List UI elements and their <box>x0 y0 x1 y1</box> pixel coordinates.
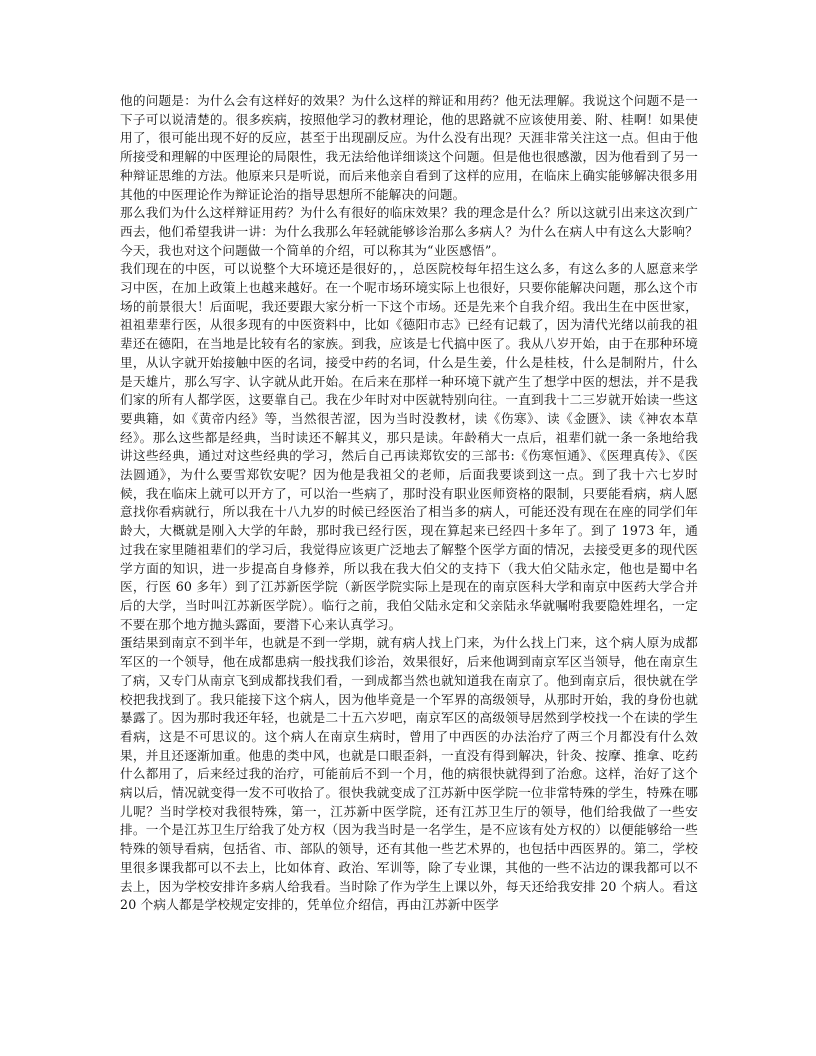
paragraph: 我们现在的中医，可以说整个大环境还是很好的，，总医院校每年招生这么多，有这么多的人愿意来学习中医，在加上政策上也越来越好。在一个呢市场环境实际上也很好，只要你能解决问题，那么这个市场的前景很大！后面呢，我还要跟大家分析一下这个市场。还是先来个自我介绍。我出生在中医世家，祖祖辈辈行医，从很多现有的中医资料中，比如《德阳市志》已经有记载了，因为清代光绪以前我的祖辈还在德阳，在当地是比较有名的家族。到我，应该是七代搞中医了。我从八岁开始，由于在那种环境里，从认字就开始接触中医的名词，接受中药的名词，什么是生姜，什么是桂枝，什么是制附片，什么是天雄片，那么写字、认字就从此开始。在后来在那样一种环境下就产生了想学中医的想法，并不是我们家的所有人都学医，这要靠自己。我在少年时对中医就特别向往。一直到我十二三岁就开始读一些这要典籍，如《黄帝内经》等，当然很苦涩，因为当时没教材，读《伤寒》、读《金匮》、读《神农本草经》。那么这些都是经典，当时读还不解其义，那只是读。年龄稍大一点后，祖辈们就一条一条地给我讲这些经典，通过对这些经典的学习，然后自己再读郑钦安的三部书:《伤寒恒通》、《医理真传》、《医法圆通》，为什么要雪郑钦安呢？因为他是我祖父的老师，后面我要谈到这一点。到了我十六七岁时候，我在临床上就可以开方了，可以治一些病了，那时没有职业医师资格的限制，只要能看病，病人愿意找你看病就行，所以我在十八九岁的时候已经医治了相当多的病人，可能还没有现在在座的同学们年龄大，大概就是刚入大学的年龄，那时我已经行医，现在算起来已经四十多年了。到了 1973 年，通过我在家里随祖辈们的学习后，我觉得应该更广泛地去了解整个医学方面的情况，去接受更多的现代医学方面的知识，进一步提高自身修养，所以我在我大伯父的支持下（我大伯父陆永定，他也是蜀中名医，行医 60 多年）到了江苏新医学院（新医学院实际上是现在的南京医科大学和南京中医药大学合并后的大学，当时叫江苏新医学院）。临行之前，我伯父陆永定和父亲陆永华就嘱咐我要隐姓埋名，一定不要在那个地方抛头露面，要潜下心来认真学习。 <box>120 261 698 632</box>
paragraph: 他的问题是：为什么会有这样好的效果？为什么这样的辩证和用药？他无法理解。我说这个问题不是一下子可以说清楚的。很多疾病，按照他学习的教材理论，他的思路就不应该使用姜、附、桂啊！如果使用了，很可能出现不好的反应，甚至于出现副反应。为什么没有出现？天涯非常关注这一点。但由于他所接受和理解的中医理论的局限性，我无法给他详细谈这个问题。但是他也很感激，因为他看到了另一种辩证思维的方法。他原来只是听说，而后来他亲自看到了这样的应用，在临床上确实能够解决很多用其他的中医理论作为辩证论治的指导思想所不能解决的问题。 <box>120 93 698 202</box>
body-text <box>120 92 698 915</box>
paragraph: 蛋结果到南京不到半年，也就是不到一学期，就有病人找上门来，为什么找上门来，这个病人原为成都军区的一个领导，他在成都患病一般找我们诊治，效果很好，后来他调到南京军区当领导，他在南京生了病，又专门从南京飞到成都找我们看，一到成都当然也就知道我在南京了。他到南京后，很快就在学校把我找到了。我只能接下这个病人，因为他毕竟是一个军界的高级领导，从那时开始，我的身份也就暴露了。因为那时我还年轻，也就是二十五六岁吧，南京军区的高级领导居然到学校找一个在读的学生看病，这是不可思议的。这个病人在南京生病时，曾用了中西医的办法治疗了两三个月都没有什么效果，并且还逐渐加重。他患的类中风，也就是口眼歪斜，一直没有得到解决，针灸、按摩、推拿、吃药什么都用了，后来经过我的治疗，可能前后不到一个月，他的病很快就得到了治愈。这样，治好了这个病以后，情况就变得一发不可收拾了。很快我就变成了江苏新中医学院一位非常特殊的学生，特殊在哪儿呢？当时学校对我很特殊，第一，江苏新中医学院，还有江苏卫生厅的领导，他们给我做了一些安排。一个是江苏卫生厅给我了处方权（因为我当时是一名学生，是不应该有处方权的）以便能够给一些特殊的领导看病，包括省、市、部队的领导，还有其他一些艺术界的，也包括中西医界的。第二，学校里很多课我都可以不去上，比如体育、政治、军训等，除了专业课，其他的一些不沾边的课我都可以不去上，因为学校安排许多病人给我看。当时除了作为学生上课以外，每天还给我安排 20 个病人。看这 20 个病人都是学校规定安排的，凭单位介绍信，再由江苏新中医学 <box>120 635 698 913</box>
paragraph: 那么我们为什么这样辩证用药？为什么有很好的临床效果？我的理念是什么？所以这就引出来这次到广西去，他们希望我讲一讲：为什么我那么年轻就能够诊治那么多病人？为什么在病人中有这么大影响？今天，我也对这个问题做一个简单的介绍，可以称其为“业医感悟”。 <box>120 205 698 258</box>
